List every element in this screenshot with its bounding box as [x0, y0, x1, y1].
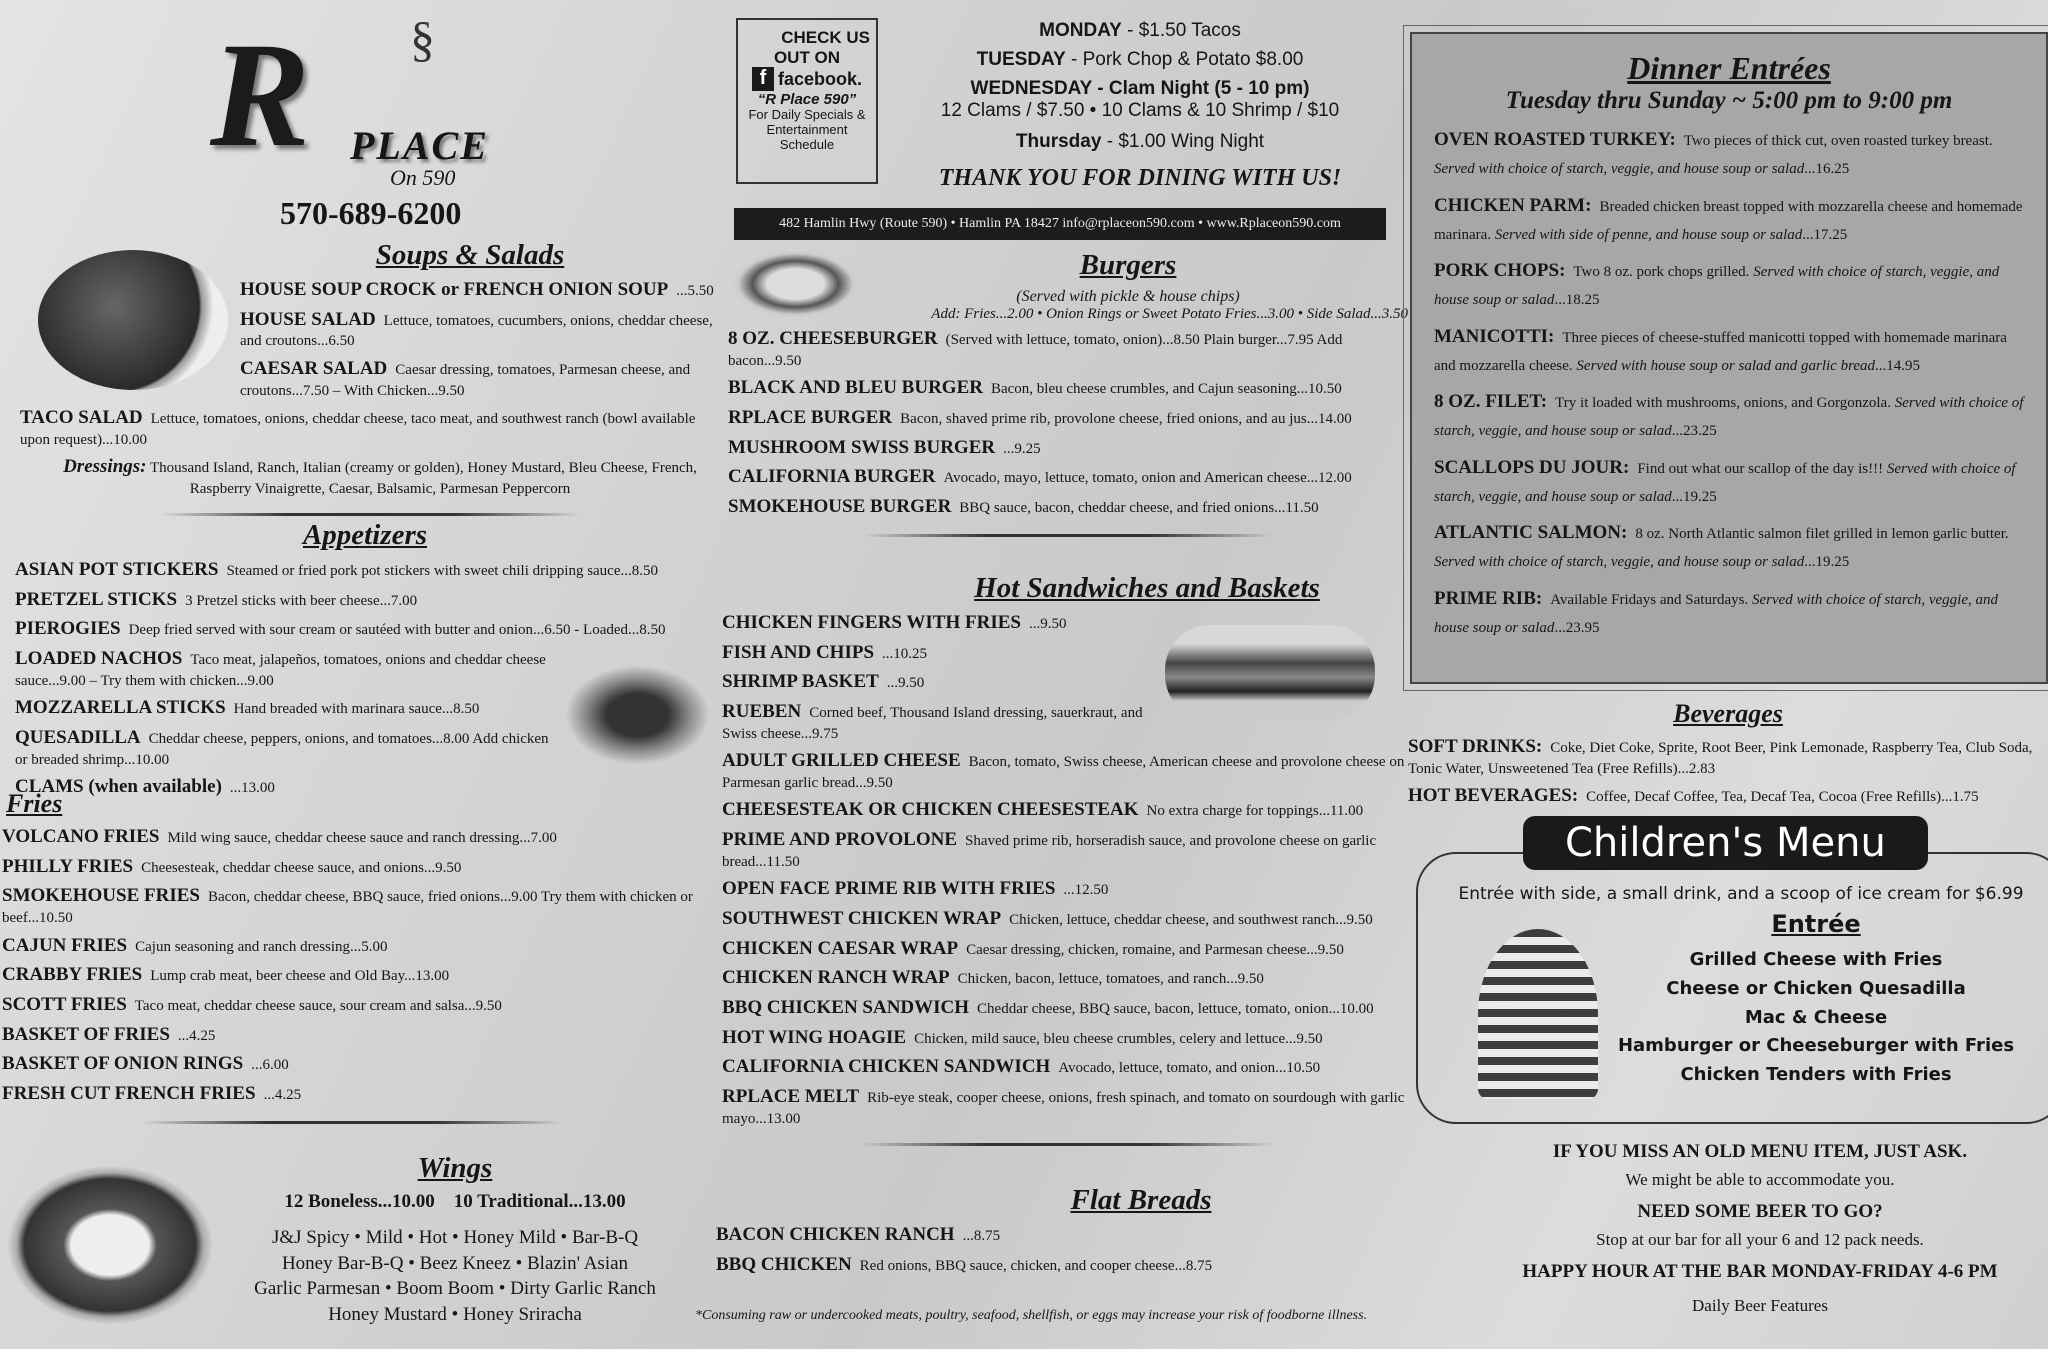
menu-item [716, 1223, 1406, 1248]
item-desc: Lump crab meat, beer cheese and Old Bay...13.00 [150, 968, 450, 985]
special-text: - Pork Chop & Potato $8.00 [1065, 49, 1304, 71]
item-desc: Cheddar cheese, peppers, onions, and tomatoes...8.00 Add chicken or breaded shrimp...10.00 [15, 730, 549, 768]
menu-item [722, 1085, 1412, 1129]
special-wednesday-detail [890, 100, 1390, 123]
item-desc: Red onions, BBQ sauce, chicken, and cooper cheese...8.75 [859, 1257, 1213, 1274]
item-desc: ...9.25 [1003, 440, 1041, 457]
item-desc: Hand breaded with marinara sauce...8.50 [233, 701, 480, 718]
special-day: TUESDAY [976, 49, 1066, 71]
item-desc: 3 Pretzel sticks with beer cheese...7.00 [185, 592, 418, 609]
item-name: RPLACE MELT [722, 1086, 860, 1108]
menu-item [722, 937, 1412, 962]
section-title: Soups & Salads [375, 239, 565, 271]
wings-boneless: 12 Boneless...10.00 [284, 1191, 435, 1212]
divider [142, 1121, 562, 1124]
item-name: ADULT GRILLED CHEESE [722, 750, 961, 772]
dressings [40, 455, 720, 499]
item-desc: Shaved prime rib, horseradish sauce, and provolone cheese on garlic bread...11.50 [722, 833, 1377, 870]
logo [200, 10, 580, 190]
soups-section [20, 235, 720, 530]
menu-item [722, 907, 1412, 932]
kids-item: Hamburger or Cheeseburger with Fries [1617, 1035, 2015, 1057]
special-monday [890, 16, 1390, 45]
menu-item [1434, 385, 2024, 445]
item-name: SHRIMP BASKET [722, 671, 879, 693]
item-desc: ...10.25 [882, 645, 928, 662]
special-text: - $1.00 Wing Night [1101, 130, 1265, 152]
item-name: OVEN ROASTED TURKEY: [1434, 129, 1676, 150]
item-desc: Coke, Diet Coke, Sprite, Root Beer, Pink Lemonade, Raspberry Tea, Club Soda, Tonic Water, Unsweetened Tea (Free Refills)...2.83 [1408, 740, 2033, 777]
steam-icon: § [410, 11, 435, 67]
item-note: Served with house soup or salad and garlic bread [1576, 357, 1876, 374]
menu-item [722, 1026, 1412, 1051]
item-desc: ...8.75 [962, 1228, 1001, 1244]
item-name: CALIFORNIA CHICKEN SANDWICH [722, 1056, 1051, 1078]
item-desc: Cheddar cheese, BBQ sauce, bacon, lettuce, tomato, onion...10.00 [977, 1001, 1374, 1018]
facebook-page: “R Place 590” [757, 91, 857, 109]
item-desc: Rib-eye steak, cooper cheese, onions, fresh spinach, and tomato on sourdough with garlic mayo...13.00 [722, 1090, 1405, 1127]
thank-you: THANK YOU FOR DINING WITH US! [938, 165, 1342, 191]
dressings-list: Thousand Island, Ranch, Italian (creamy or golden), Honey Mustard, Bleu Cheese, French, Raspberry Vinaigrette, Caesar, Balsamic, Parmesan Peppercorn [149, 460, 697, 497]
menu-item [2, 884, 702, 928]
item-desc: ...9.50 [1028, 616, 1067, 632]
menu-item [722, 611, 1152, 636]
facebook-icon: f [752, 67, 774, 91]
item-desc: Find out what our scallop of the day is!!! [1637, 460, 1884, 477]
menu-item [15, 558, 715, 583]
kids-title: Children's Menu [1523, 816, 1928, 870]
phone-number: 570-689-6200 [280, 195, 462, 231]
item-name: RPLACE BURGER [728, 406, 893, 428]
item-desc: ...5.50 [676, 283, 714, 299]
item-name: BASKET OF FRIES [2, 1023, 170, 1045]
special-day: WEDNESDAY [970, 77, 1092, 99]
item-name: PIEROGIES [15, 618, 121, 640]
item-name: CHICKEN CAESAR WRAP [722, 937, 959, 959]
kids-heading: Entrée [1771, 910, 1861, 938]
dinner-hours: Tuesday thru Sunday ~ 5:00 pm to 9:00 pm [1505, 87, 1953, 114]
menu-item [2, 1082, 702, 1107]
item-name: SOFT DRINKS: [1408, 736, 1543, 757]
logo-sub: On 590 [390, 165, 456, 190]
item-name: CHICKEN FINGERS WITH FRIES [722, 612, 1021, 633]
menu-item [15, 647, 550, 691]
footer-line: We might be able to accommodate you. [1625, 1169, 1895, 1189]
item-desc: Breaded chicken breast topped with mozzarella cheese and homemade marinara. [1434, 198, 2023, 243]
beverages-section [1408, 695, 2048, 814]
item-desc: 8 oz. North Atlantic salmon filet grilled in lemon garlic butter. [1635, 526, 2009, 542]
item-name: MANICOTTI: [1434, 325, 1555, 347]
wings-section [225, 1148, 685, 1328]
item-name: 8 OZ. FILET: [1434, 391, 1548, 412]
section-title: Dinner Entrées [1627, 50, 1831, 86]
item-name: BASKET OF ONION RINGS [2, 1053, 244, 1075]
item-desc: Taco meat, jalapeños, tomatoes, onions and cheddar cheese sauce...9.00 – Try them with chicken...9.00 [15, 652, 546, 689]
item-name: CAJUN FRIES [2, 934, 128, 956]
item-name: CHICKEN RANCH WRAP [722, 967, 950, 989]
item-price: ...23.95 [1554, 619, 1600, 636]
item-desc: Steamed or fried pork pot stickers with sweet chili dripping sauce...8.50 [226, 563, 659, 579]
facebook-line: CHECK US [781, 28, 870, 47]
kids-intro: Entrée with side, a small drink, and a scoop of ice cream for $6.99 [1458, 884, 2024, 904]
item-desc: Mild wing sauce, cheddar cheese sauce and ranch dressing...7.00 [167, 830, 557, 846]
facebook-note: For Daily Specials & Entertainment Schedule [748, 107, 866, 153]
item-desc: Chicken, bacon, lettuce, tomatoes, and ranch...9.50 [957, 971, 1264, 988]
menu-item [722, 749, 1412, 793]
item-desc: BBQ sauce, bacon, cheddar cheese, and fried onions...11.50 [959, 499, 1319, 516]
special-text: 12 Clams / $7.50 • 10 Clams & 10 Shrimp / $10 [940, 99, 1340, 121]
menu-item [1434, 254, 2024, 314]
item-name: CAESAR SALAD [240, 357, 388, 379]
item-name: PRETZEL STICKS [15, 588, 178, 610]
item-name: CLAMS (when available) [15, 776, 222, 798]
item-name: BLACK AND BLEU BURGER [728, 377, 983, 399]
menu-item [728, 436, 1408, 461]
item-name: VOLCANO FRIES [2, 826, 160, 847]
menu-item [722, 828, 1412, 872]
item-name: SMOKEHOUSE BURGER [728, 495, 952, 517]
menu-item [1434, 189, 2024, 249]
item-name: CALIFORNIA BURGER [728, 466, 936, 488]
divider [864, 534, 1272, 537]
menu-item [728, 465, 1408, 490]
dinner-entrees-box [1410, 32, 2048, 684]
item-name: TACO SALAD [20, 407, 143, 429]
item-name: HOT WING HOAGIE [722, 1026, 907, 1048]
logo-name: PLACE [350, 123, 489, 168]
menu-item [15, 617, 715, 642]
special-thursday [890, 127, 1390, 156]
item-desc: Chicken, lettuce, cheddar cheese, and southwest ranch...9.50 [1009, 912, 1373, 928]
wing-flavor: Garlic Parmesan • Boom Boom • Dirty Garlic Ranch [254, 1278, 656, 1300]
wing-flavor: J&J Spicy • Mild • Hot • Honey Mild • Bar-B-Q [271, 1227, 639, 1248]
wing-flavor: Honey Mustard • Honey Sriracha [328, 1303, 582, 1325]
kids-item: Mac & Cheese [1744, 1006, 1888, 1028]
menu-item [716, 1253, 1406, 1278]
item-name: HOUSE SOUP CROCK or FRENCH ONION SOUP [240, 279, 669, 300]
menu-item [722, 877, 1412, 902]
item-name: SCOTT FRIES [2, 993, 127, 1015]
item-desc: Taco meat, cheddar cheese sauce, sour cream and salsa...9.50 [134, 997, 502, 1014]
menu-item [2, 934, 702, 959]
item-price: ...19.25 [1804, 554, 1850, 571]
item-price: ...16.25 [1804, 161, 1850, 178]
item-name: PRIME RIB: [1434, 587, 1543, 609]
section-title: Flat Breads [1070, 1184, 1212, 1216]
item-desc: No extra charge for toppings...11.00 [1146, 803, 1364, 820]
section-title: Hot Sandwiches and Baskets [974, 572, 1320, 604]
flatbreads-section [716, 1180, 1406, 1282]
kids-item: Cheese or Chicken Quesadilla [1666, 977, 1966, 999]
item-name: SMOKEHOUSE FRIES [2, 885, 200, 907]
menu-item [722, 641, 1152, 666]
menu-item [2, 1023, 702, 1048]
item-desc: Lettuce, tomatoes, onions, cheddar cheese, taco meat, and southwest ranch (bowl available upon request)...10.00 [20, 411, 696, 448]
item-name: LOADED NACHOS [15, 648, 183, 670]
kids-item: Grilled Cheese with Fries [1689, 949, 1943, 970]
section-title: Wings [417, 1152, 493, 1184]
menu-item [15, 696, 550, 721]
menu-item [1434, 320, 2024, 380]
item-name: SOUTHWEST CHICKEN WRAP [722, 908, 1002, 929]
item-name: PHILLY FRIES [2, 855, 134, 877]
menu-item [15, 588, 715, 613]
menu-item [1434, 123, 2024, 183]
item-name: CRABBY FRIES [2, 964, 143, 986]
item-desc: Cheesesteak, cheddar cheese sauce, and onions...9.50 [141, 859, 462, 876]
item-desc: Two pieces of thick cut, oven roasted turkey breast. [1683, 133, 1993, 149]
menu-item [722, 670, 1152, 695]
hoagie-illustration [1165, 625, 1375, 720]
menu-item [1434, 451, 2024, 511]
item-desc: (Served with lettuce, tomato, onion)...8.50 Plain burger...7.95 Add bacon...9.50 [728, 332, 1343, 369]
footer-notes [1470, 1138, 2048, 1318]
menu-item [722, 966, 1412, 991]
item-desc: Corned beef, Thousand Island dressing, sauerkraut, and Swiss cheese...9.75 [722, 705, 1143, 742]
item-desc: Available Fridays and Saturdays. [1550, 591, 1749, 608]
special-day: Thursday [1015, 130, 1102, 152]
special-text: - Clam Night (5 - 10 pm) [1091, 77, 1310, 99]
item-name: QUESADILLA [15, 726, 141, 748]
item-desc: Bacon, tomato, Swiss cheese, American cheese and provolone cheese on Parmesan garlic bread...9.50 [722, 754, 1405, 791]
menu-item [728, 495, 1408, 520]
item-name: HOT BEVERAGES: [1408, 785, 1579, 807]
item-name: OPEN FACE PRIME RIB WITH FRIES [722, 878, 1056, 900]
item-name: ATLANTIC SALMON: [1434, 522, 1628, 543]
item-price: ...18.25 [1554, 292, 1600, 309]
item-desc: Caesar dressing, tomatoes, Parmesan cheese, and croutons...7.50 – With Chicken...9.50 [240, 361, 691, 399]
item-desc: Bacon, shaved prime rib, provolone cheese, fried onions, and au jus...14.00 [900, 410, 1352, 427]
section-title: Appetizers [302, 519, 428, 551]
item-desc: Avocado, lettuce, tomato, and onion...10.50 [1058, 1060, 1321, 1077]
item-desc: Avocado, mayo, lettuce, tomato, onion and American cheese...12.00 [943, 470, 1352, 487]
item-name: BBQ CHICKEN [716, 1253, 852, 1275]
item-name: RUEBEN [722, 701, 802, 723]
item-name: CHICKEN PARM: [1434, 194, 1592, 216]
facebook-line: OUT ON [773, 47, 841, 67]
item-desc: Three pieces of cheese-stuffed manicotti topped with homemade marinara and mozzarella cheese. [1434, 329, 2007, 374]
item-price: ...23.25 [1671, 423, 1717, 440]
item-desc: ...4.25 [177, 1027, 216, 1044]
nachos-illustration [565, 665, 710, 765]
item-name: SCALLOPS DU JOUR: [1434, 456, 1630, 478]
item-desc: ...4.25 [263, 1087, 302, 1103]
menu-item [240, 308, 720, 352]
item-desc: Try it loaded with mushrooms, onions, and Gorgonzola. [1555, 395, 1891, 411]
menu-item [15, 726, 550, 770]
facebook-box[interactable] [736, 18, 878, 184]
footer-line: NEED SOME BEER TO GO? [1637, 1201, 1883, 1222]
footer-line: Daily Beer Features [1692, 1295, 1828, 1315]
item-name: MOZZARELLA STICKS [15, 697, 226, 719]
menu-item [728, 406, 1408, 431]
item-name: PORK CHOPS: [1434, 260, 1566, 281]
footer-line: HAPPY HOUR AT THE BAR MONDAY-FRIDAY 4-6 PM [1522, 1261, 1998, 1282]
address-bar: 482 Hamlin Hwy (Route 590) • Hamlin PA 18427 info@rplaceon590.com • www.Rplaceon590.com [734, 208, 1386, 240]
item-note: Served with choice of starch, veggie, and house soup or salad [1434, 161, 1805, 178]
menu-item [1408, 784, 2048, 809]
footer-line: Stop at our bar for all your 6 and 12 pack needs. [1596, 1229, 1924, 1249]
item-note: Served with choice of starch, veggie, and house soup or salad [1434, 591, 1999, 636]
item-name: BBQ CHICKEN SANDWICH [722, 997, 970, 1019]
special-wednesday [890, 79, 1390, 100]
footer-line: IF YOU MISS AN OLD MENU ITEM, JUST ASK. [1552, 1141, 1968, 1162]
item-desc: ...9.50 [886, 675, 925, 692]
item-desc: ...13.00 [229, 780, 275, 797]
menu-item [722, 1055, 1412, 1080]
item-note: Served with choice of starch, veggie, and house soup or salad [1434, 395, 2024, 440]
childrens-menu [1416, 820, 2048, 1124]
item-name: CHEESESTEAK OR CHICKEN CHEESESTEAK [722, 799, 1139, 821]
item-name: FISH AND CHIPS [722, 641, 875, 663]
item-name: PRIME AND PROVOLONE [722, 829, 958, 851]
menu-item [2, 855, 702, 880]
item-desc: ...6.00 [251, 1057, 289, 1074]
item-price: ...14.95 [1875, 357, 1921, 374]
menu-item [2, 993, 702, 1018]
menu-item [2, 1052, 702, 1077]
section-title: Beverages [1673, 699, 1783, 728]
item-note: Served with side of penne, and house soup or salad [1494, 226, 1803, 243]
daily-specials [890, 16, 1390, 197]
item-name: FRESH CUT FRENCH FRIES [2, 1083, 256, 1104]
item-name: ASIAN POT STICKERS [15, 559, 219, 580]
item-name: BACON CHICKEN RANCH [716, 1224, 955, 1245]
item-name: HOUSE SALAD [240, 308, 376, 330]
item-note: Served with choice of starch, veggie, and house soup or salad [1434, 460, 2016, 505]
menu-item [728, 376, 1408, 401]
wings-traditional: 10 Traditional...13.00 [453, 1191, 626, 1212]
boy-illustration [1478, 929, 1598, 1099]
item-desc: Lettuce, tomatoes, cucumbers, onions, cheddar cheese, and croutons...6.50 [240, 312, 713, 350]
wing-flavor: Honey Bar-B-Q • Beez Kneez • Blazin' Asian [281, 1252, 629, 1274]
menu-item [722, 700, 1152, 744]
kids-item: Chicken Tenders with Fries [1680, 1064, 1952, 1086]
menu-item [240, 357, 720, 401]
item-desc: Cajun seasoning and ranch dressing...5.00 [135, 938, 388, 955]
burgers-section [728, 245, 1408, 551]
fries-section [2, 785, 702, 1138]
special-text: - $1.50 Tacos [1121, 20, 1241, 41]
burgers-subtitle: (Served with pickle & house chips) [1016, 288, 1240, 305]
section-title: Fries [6, 789, 63, 818]
item-desc: Bacon, bleu cheese crumbles, and Cajun seasoning...10.50 [990, 381, 1342, 398]
menu-item [240, 278, 720, 303]
item-desc: Two 8 oz. pork chops grilled. [1573, 264, 1750, 280]
item-price: ...19.25 [1671, 488, 1717, 505]
menu-item [1408, 735, 2048, 779]
menu-item [1434, 516, 2024, 576]
section-title: Burgers [1079, 249, 1177, 281]
item-desc: Chicken, mild sauce, bleu cheese crumbles, celery and lettuce...9.50 [914, 1030, 1323, 1047]
item-desc: Coffee, Decaf Coffee, Tea, Decaf Tea, Cocoa (Free Refills)...1.75 [1586, 789, 1979, 806]
menu-item [722, 798, 1412, 823]
item-desc: Deep fried served with sour cream or sautéed with butter and onion...6.50 - Loaded...8.50 [128, 622, 666, 639]
menu-item [722, 996, 1412, 1021]
facebook-brand: facebook. [777, 68, 863, 89]
burgers-addons: Add: Fries...2.00 • Onion Rings or Sweet Potato Fries...3.00 • Side Salad...3.50 [931, 306, 1408, 322]
menu-item [728, 327, 1408, 371]
item-name: 8 OZ. CHEESEBURGER [728, 328, 938, 349]
disclaimer: *Consuming raw or undercooked meats, poultry, seafood, shellfish, or eggs may increase your risk of foodborne illness. [695, 1308, 1368, 1323]
item-name: MUSHROOM SWISS BURGER [728, 436, 996, 458]
item-price: ...17.25 [1802, 226, 1848, 243]
wings-illustration [0, 1160, 220, 1330]
item-note: Served with choice of starch, veggie, and house soup or salad [1434, 264, 2000, 309]
item-desc: Caesar dressing, chicken, romaine, and Parmesan cheese...9.50 [966, 941, 1344, 958]
logo-letter: R [210, 12, 311, 178]
special-tuesday [890, 45, 1390, 74]
divider [860, 1143, 1274, 1146]
item-desc: Bacon, cheddar cheese, BBQ sauce, fried onions...9.00 Try them with chicken or beef...10.50 [2, 889, 693, 927]
item-note: Served with choice of starch, veggie, and house soup or salad [1434, 554, 1805, 571]
menu-item [2, 963, 702, 988]
item-desc: ...12.50 [1063, 882, 1109, 899]
dressings-label: Dressings: [63, 456, 147, 478]
menu-item [20, 406, 720, 450]
menu-item [1434, 582, 2024, 642]
special-day: MONDAY [1039, 20, 1122, 41]
menu-item [2, 825, 702, 850]
